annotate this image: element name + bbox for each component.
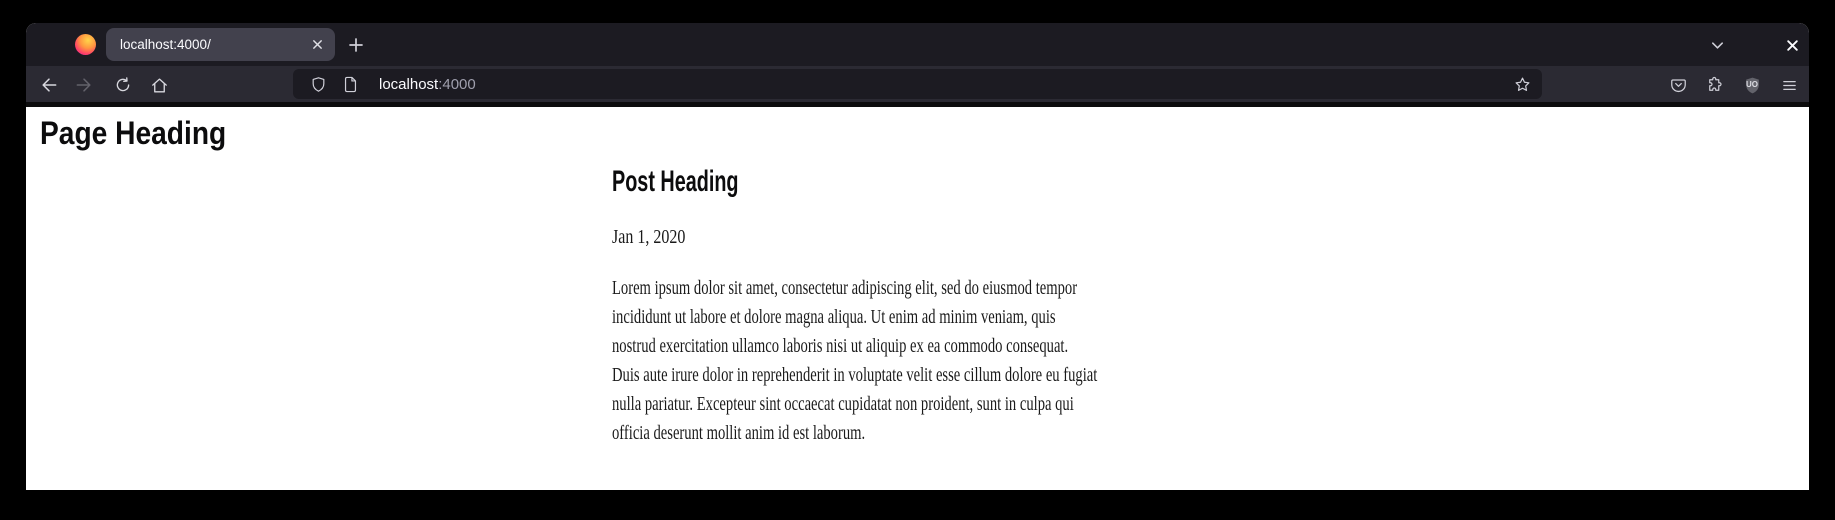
home-icon xyxy=(150,76,169,95)
navigation-toolbar xyxy=(26,66,1809,107)
url-bar[interactable] xyxy=(293,69,1542,99)
page-heading: Page Heading xyxy=(40,115,227,151)
hamburger-icon xyxy=(1781,77,1798,94)
tab-title: localhost:4000/ xyxy=(120,37,211,52)
active-tab[interactable] xyxy=(106,28,335,61)
page-info-button[interactable] xyxy=(339,73,361,95)
window-close-button[interactable] xyxy=(1779,32,1805,58)
reload-icon xyxy=(114,76,132,94)
pocket-button[interactable] xyxy=(1664,71,1692,99)
page-info-icons xyxy=(301,73,367,95)
firefox-logo-icon xyxy=(75,34,96,55)
bookmark-star-button[interactable] xyxy=(1510,72,1534,96)
close-icon xyxy=(1786,39,1799,52)
post-body-line: nostrud exercitation ullamco laboris nisi ut aliquip ex ea commodo consequat. xyxy=(612,335,1069,357)
pocket-icon xyxy=(1669,76,1688,95)
post-body-line: incididunt ut labore et dolore magna aliqua. Ut enim ad minim veniam, quis xyxy=(612,306,1056,328)
post-body-line: officia deserunt mollit anim id est laborum. xyxy=(612,422,866,444)
star-icon xyxy=(1514,76,1531,93)
tab-close-button[interactable] xyxy=(307,35,327,55)
puzzle-icon xyxy=(1706,76,1724,94)
document-icon xyxy=(343,76,358,93)
post-date: Jan 1, 2020 xyxy=(612,226,686,248)
extensions-button[interactable] xyxy=(1701,71,1729,99)
post-body xyxy=(612,274,1272,448)
forward-button[interactable] xyxy=(70,71,98,99)
post-title: Post Heading xyxy=(612,165,739,198)
ublock-badge-label: UO xyxy=(1746,80,1758,90)
shield-icon xyxy=(310,76,327,93)
back-arrow-icon xyxy=(39,75,59,95)
toolbar-right-icons xyxy=(1664,71,1803,99)
chevron-down-icon xyxy=(1710,38,1725,53)
browser-window xyxy=(26,23,1809,490)
url-domain: localhost xyxy=(379,75,439,93)
post-body-line: Duis aute irure dolor in reprehenderit in voluptate velit esse cillum dolore eu fugiat xyxy=(612,364,1098,386)
forward-arrow-icon xyxy=(74,75,94,95)
post xyxy=(612,167,1272,448)
reload-button[interactable] xyxy=(109,71,137,99)
plus-icon xyxy=(348,37,364,53)
close-icon xyxy=(312,39,323,50)
post-body-line: Lorem ipsum dolor sit amet, consectetur adipiscing elit, sed do eiusmod tempor xyxy=(612,277,1078,299)
back-button[interactable] xyxy=(35,71,63,99)
list-all-tabs-button[interactable] xyxy=(1704,32,1730,58)
tab-bar xyxy=(26,23,1809,66)
post-body-line: nulla pariatur. Excepteur sint occaecat cupidatat non proident, sunt in culpa qui xyxy=(612,393,1074,415)
firefox-view-button[interactable] xyxy=(73,32,98,57)
home-button[interactable] xyxy=(145,71,173,99)
url-text xyxy=(379,76,1510,93)
new-tab-button[interactable] xyxy=(343,32,369,58)
tracking-protection-button[interactable] xyxy=(307,73,329,95)
page-content xyxy=(26,107,1809,490)
ublock-origin-button[interactable] xyxy=(1738,71,1766,99)
menu-button[interactable] xyxy=(1775,71,1803,99)
url-port: :4000 xyxy=(438,75,476,93)
